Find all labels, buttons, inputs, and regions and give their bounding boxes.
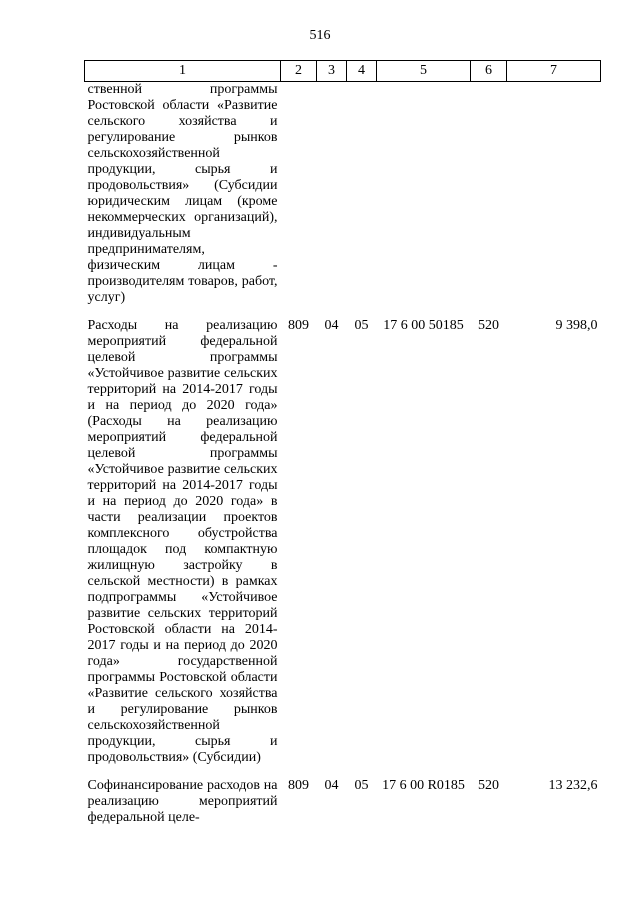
column-header-4: 4: [347, 61, 377, 82]
row-code-2: 809: [288, 778, 309, 793]
row-amount: 13 232,6: [548, 778, 598, 793]
row-code-6: 520: [478, 318, 499, 333]
row-code-4: 05: [354, 778, 369, 793]
column-header-1: 1: [85, 61, 281, 82]
row-amount: 9 398,0: [555, 318, 598, 333]
row-name: Софинансирование расходов на реализацию мероприятий федеральной целе-: [87, 778, 278, 825]
row-code-5: 17 6 00 50185: [383, 318, 464, 333]
row-code-4: [347, 82, 377, 319]
page-number: 516: [309, 28, 331, 43]
row-code-3: 04: [324, 318, 339, 333]
table-row: [85, 82, 601, 319]
row-amount: [507, 82, 601, 319]
budget-table: [84, 60, 601, 838]
row-name: Расходы на реализацию мероприятий федеральной целевой программы «Устойчивое развитие сельских территорий на 2014-2017 годы и на период до 2020 года» (Расходы на реализацию мероприятий федеральной целевой программы «Устойчивое развитие сельских территорий на 2014-2017 годы и на период до 2020 года» в части реализации проектов комплексного обустройства площадок под компактную жилищную застройку в сельской местности) в рамках подпрограммы «Устойчивое развитие сельских территорий Ростовской области на 2014-2017 годы и на период до 2020 года» государственной программы Ростовской области «Развитие сельского хозяйства и регулирование рынков сельскохозяйственной продукции, сырья и продовольствия» (Субсидии): [87, 318, 278, 765]
table-header-row: [85, 61, 601, 82]
row-code-6: [471, 82, 507, 319]
row-code-2: [281, 82, 317, 319]
row-code-5: 17 6 00 R0185: [382, 778, 465, 793]
row-code-3: [317, 82, 347, 319]
column-header-2: 2: [281, 61, 317, 82]
row-code-2: 809: [288, 318, 309, 333]
row-code-3: 04: [324, 778, 339, 793]
column-header-3: 3: [317, 61, 347, 82]
column-header-5: 5: [377, 61, 471, 82]
row-code-5: [377, 82, 471, 319]
row-code-4: 05: [354, 318, 369, 333]
table-row: [85, 318, 601, 778]
column-header-6: 6: [471, 61, 507, 82]
row-name: ственной программы Ростовской области «Развитие сельского хозяйства и регулирование рынков сельскохозяйственной продукции, сырья и продовольствия» (Субсидии юридическим лицам (кроме некоммерческих организаций), индивидуальным предпринимателям, физическим лицам - производителям товаров, работ, услуг): [87, 82, 278, 305]
column-header-7: 7: [507, 61, 601, 82]
table-row: [85, 778, 601, 838]
row-code-6: 520: [478, 778, 499, 793]
